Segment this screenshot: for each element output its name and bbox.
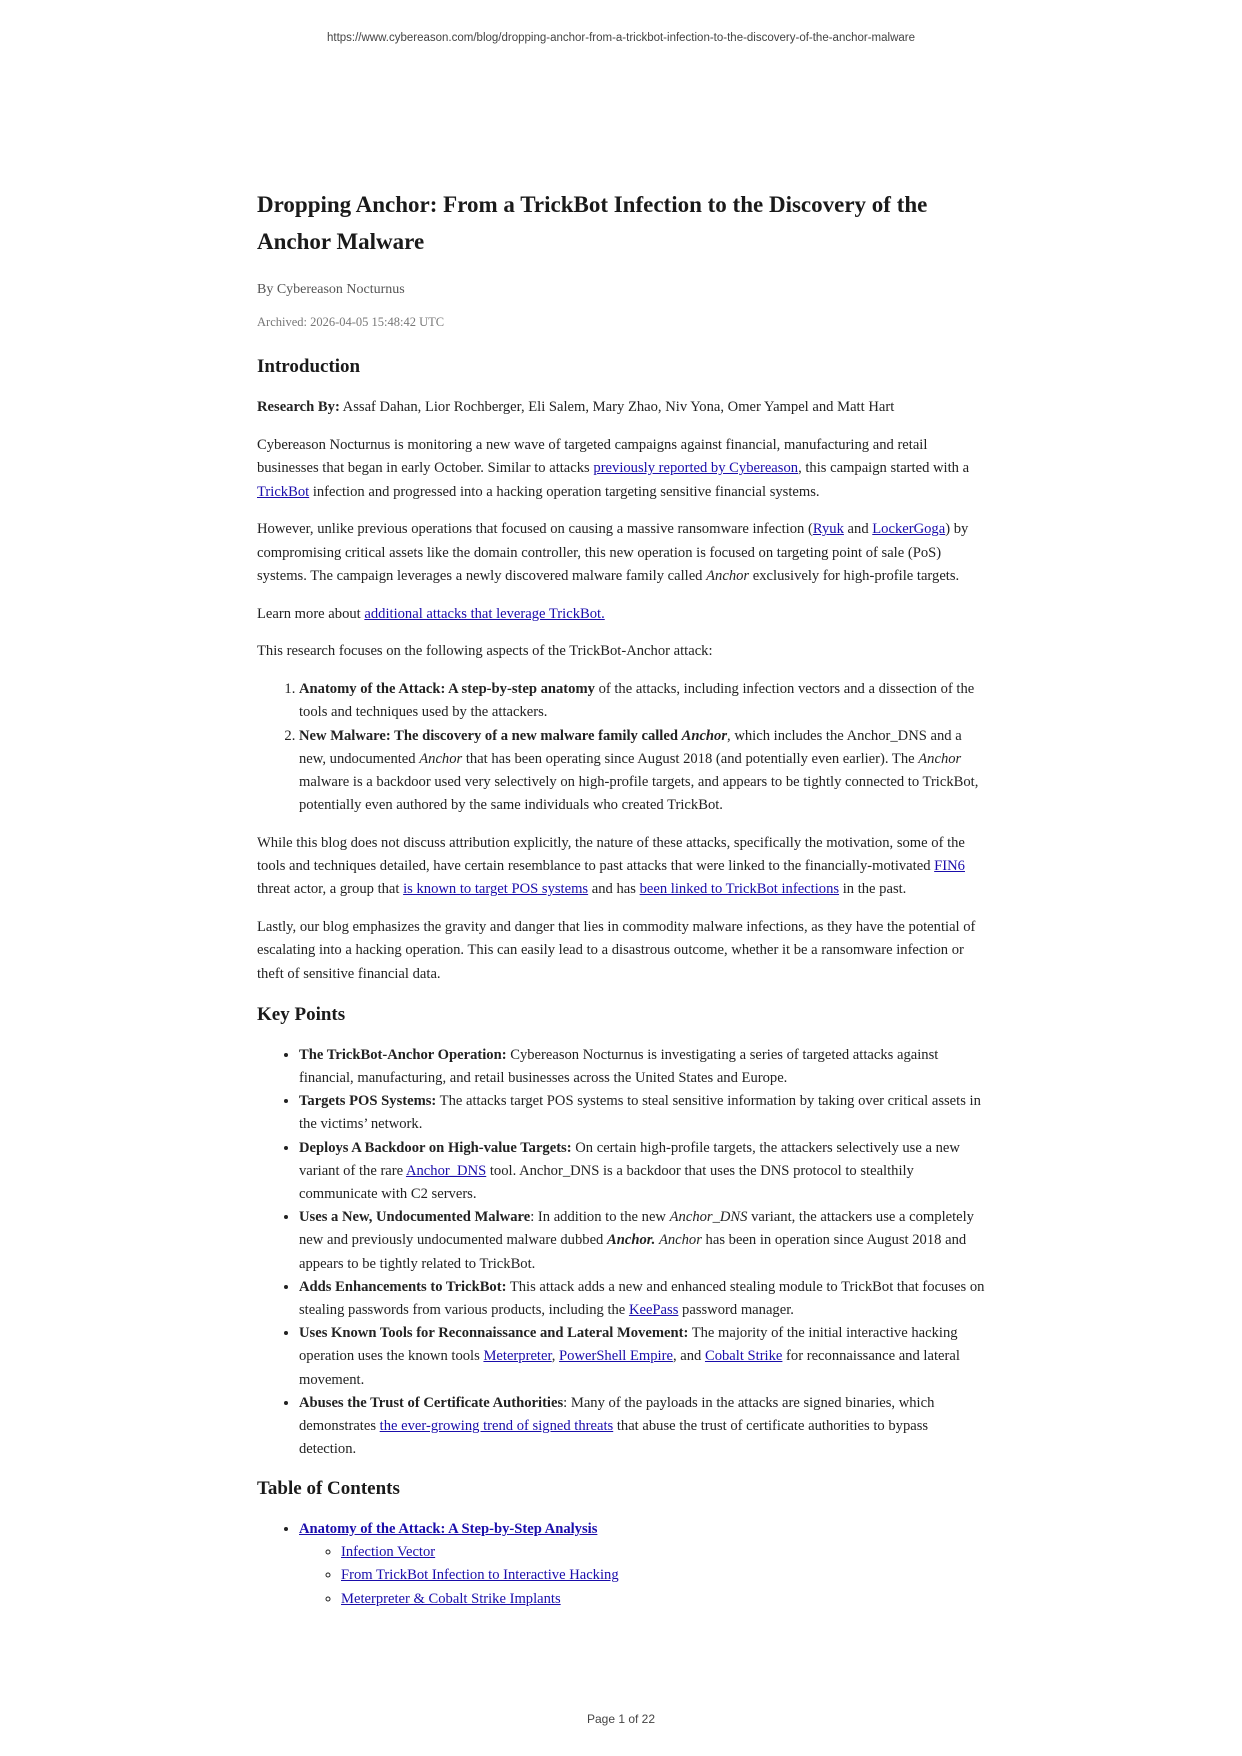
- heading-key-points: Key Points: [257, 1003, 346, 1025]
- text: , this campaign started with a: [798, 460, 970, 477]
- page-number: Page 1 of 22: [586, 1712, 656, 1726]
- link-meterpreter[interactable]: Meterpreter: [483, 1348, 552, 1365]
- intro-paragraph-1: [257, 434, 987, 504]
- link-anchor-dns[interactable]: Anchor_DNS: [405, 1162, 487, 1179]
- link-previously-reported[interactable]: previously reported by Cybereason: [593, 460, 799, 477]
- emphasis: Anchor: [918, 750, 962, 767]
- toc-link-interactive-hacking[interactable]: From TrickBot Infection to Interactive Hacking: [341, 1567, 619, 1584]
- text: , which includes the Anchor_DNS and a new, undocumented: [299, 727, 962, 767]
- list-item: [299, 1090, 987, 1136]
- text: New Malware: The discovery of a new malware family called: [299, 727, 682, 744]
- intro-paragraph-3: [257, 603, 987, 626]
- toc-subitem: [341, 1564, 987, 1587]
- link-trickbot[interactable]: TrickBot: [257, 483, 310, 500]
- toc-link-implants[interactable]: Meterpreter & Cobalt Strike Implants: [341, 1590, 561, 1607]
- text: This attack adds a new and enhanced stealing module to TrickBot that focuses on stealing passwords from various products, including the: [299, 1278, 985, 1319]
- bold-text: [607, 1232, 655, 1248]
- list-item: [299, 1137, 987, 1207]
- bold-text: Anatomy of the Attack: A step-by-step anatomy: [299, 681, 595, 698]
- heading-introduction: Introduction: [257, 356, 361, 378]
- archived-timestamp: Archived: 2026-04-05 15:48:42 UTC: [257, 315, 445, 330]
- link-linked-trickbot[interactable]: been linked to TrickBot infections: [639, 881, 840, 898]
- bold-text: Targets POS Systems:: [299, 1093, 437, 1110]
- text: Learn more about: [257, 605, 365, 622]
- text: in the past.: [839, 881, 907, 898]
- toc-link-infection-vector[interactable]: Infection Vector: [341, 1544, 436, 1561]
- text: ,: [551, 1348, 560, 1365]
- list-item: [299, 725, 987, 818]
- link-lockergoga[interactable]: LockerGoga: [872, 521, 946, 538]
- toc-list: [257, 1518, 987, 1611]
- emphasis: Anchor: [419, 750, 463, 767]
- emphasis: Anchor_DNS: [669, 1209, 748, 1226]
- text: : Many of the payloads in the attacks are signed binaries, which demonstrates: [299, 1394, 935, 1435]
- bold-text: The TrickBot-Anchor Operation:: [299, 1046, 507, 1063]
- link-powershell-empire[interactable]: PowerShell Empire: [559, 1348, 673, 1365]
- text: for reconnaissance and lateral movement.: [299, 1348, 960, 1388]
- toc-sublist: [299, 1541, 987, 1611]
- research-aspects-list: [257, 678, 987, 817]
- toc-subitem: [341, 1541, 987, 1564]
- text: and: [843, 521, 873, 538]
- link-fin6[interactable]: FIN6: [934, 858, 965, 875]
- list-item: [299, 1206, 987, 1276]
- link-target-pos[interactable]: is known to target POS systems: [403, 881, 589, 898]
- intro-paragraph-6: Lastly, our blog emphasizes the gravity and danger that lies in commodity malware infections, as they have the potential of escalating into a hacking operation. This can easily lead to a disastrous outcome, whether it be a ransomware infection or theft of sensitive financial data.: [257, 919, 976, 982]
- link-cobalt-strike[interactable]: Cobalt Strike: [704, 1348, 783, 1365]
- list-item: [299, 678, 987, 724]
- text: has been in operation since August 2018 and appears to be tightly related to TrickBot.: [299, 1232, 967, 1272]
- key-points-list: [257, 1044, 987, 1462]
- text: While this blog does not discuss attribution explicitly, the nature of these attacks, specifically the motivation, some of the tools and techniques detailed, have certain resemblance to past attacks that were linked to the financially-motivated: [257, 835, 965, 875]
- bold-text: Adds Enhancements to TrickBot:: [299, 1278, 507, 1295]
- list-item: [299, 1276, 987, 1322]
- toc-link-anatomy[interactable]: [299, 1521, 597, 1537]
- page-url-header: https://www.cybereason.com/blog/dropping-anchor-from-a-trickbot-infection-to-the-discovery-of-the-anchor-malware: [326, 32, 916, 44]
- text: that abuse the trust of certificate authorities to bypass detection.: [299, 1418, 929, 1458]
- list-item: [299, 1322, 987, 1392]
- emphasis: Anchor: [681, 727, 728, 744]
- intro-paragraph-4: This research focuses on the following aspects of the TrickBot-Anchor attack:: [257, 643, 713, 660]
- bold-text: Abuses the Trust of Certificate Authorities: [299, 1394, 564, 1411]
- list-item: [299, 1044, 987, 1090]
- text: threat actor, a group that: [257, 881, 404, 898]
- emphasis: Anchor: [706, 567, 750, 584]
- intro-paragraph-2: [257, 518, 987, 588]
- text: On certain high-profile targets, the attackers selectively use a new variant of the rare: [299, 1139, 960, 1179]
- text: that has been operating since August 2018 (and potentially even earlier). The: [462, 750, 919, 767]
- text: malware is a backdoor used very selectively on high-profile targets, and appears to be tightly connected to TrickBot, potentially even authored by the same individuals who created TrickBot.: [299, 774, 979, 814]
- text: : In addition to the new: [530, 1209, 670, 1226]
- text: infection and progressed into a hacking operation targeting sensitive financial systems.: [309, 483, 820, 500]
- article-title: Dropping Anchor: From a TrickBot Infection to the Discovery of the Anchor Malware: [257, 192, 928, 254]
- heading-table-of-contents: Table of Contents: [257, 1478, 400, 1500]
- intro-paragraph-5: [257, 832, 987, 902]
- emphasis: Anchor.: [607, 1232, 656, 1249]
- text: However, unlike previous operations that focused on causing a massive ransomware infection (: [257, 521, 813, 538]
- bold-text: [299, 728, 727, 744]
- link-additional-attacks[interactable]: additional attacks that leverage TrickBot.: [364, 605, 605, 622]
- text: Cybereason Nocturnus is monitoring a new wave of targeted campaigns against financial, manufacturing and retail businesses that began in early October. Similar to attacks: [257, 437, 928, 477]
- text: ) by compromising critical assets like the domain controller, this new operation is focused on targeting point of sale (PoS) systems. The campaign leverages a newly discovered malware family called: [257, 521, 969, 584]
- text: The attacks target POS systems to steal sensitive information by taking over critical assets in the victims’ network.: [299, 1093, 981, 1133]
- bold-text: Anatomy of the Attack: A Step-by-Step Analysis: [299, 1521, 598, 1538]
- bold-text: Deploys A Backdoor on High-value Targets:: [299, 1139, 572, 1156]
- text: of the attacks, including infection vectors and a dissection of the tools and techniques used by the attackers.: [299, 681, 975, 721]
- text: exclusively for high-profile targets.: [749, 567, 960, 584]
- research-by: [257, 396, 987, 419]
- link-signed-threats[interactable]: the ever-growing trend of signed threats: [379, 1418, 614, 1435]
- text: variant, the attackers use a completely new and previously undocumented malware dubbed: [299, 1209, 974, 1249]
- research-names: Assaf Dahan, Lior Rochberger, Eli Salem, Mary Zhao, Niv Yona, Omer Yampel and Matt Hart: [339, 399, 895, 416]
- link-keepass[interactable]: KeePass: [628, 1302, 679, 1319]
- list-item: [299, 1392, 987, 1462]
- text: Cybereason Nocturnus is investigating a series of targeted attacks against financial, manufacturing, and retail businesses across the United States and Europe.: [299, 1046, 939, 1087]
- toc-subitem: [341, 1588, 987, 1611]
- text: and has: [588, 881, 640, 898]
- link-ryuk[interactable]: Ryuk: [812, 521, 844, 538]
- article-byline: By Cybereason Nocturnus: [257, 282, 405, 297]
- toc-item: [299, 1518, 987, 1611]
- text: tool. Anchor_DNS is a backdoor that uses the DNS protocol to stealthily communicate with C2 servers.: [299, 1162, 914, 1203]
- bold-text: Uses Known Tools for Reconnaissance and Lateral Movement:: [299, 1325, 689, 1342]
- research-label: Research By:: [257, 399, 340, 416]
- text: The majority of the initial interactive hacking operation uses the known tools: [299, 1325, 958, 1365]
- bold-text: Uses a New, Undocumented Malware: [299, 1209, 531, 1226]
- article-content: [257, 186, 987, 1625]
- emphasis: Anchor: [658, 1232, 702, 1249]
- text: , and: [672, 1348, 705, 1365]
- text: password manager.: [678, 1302, 794, 1319]
